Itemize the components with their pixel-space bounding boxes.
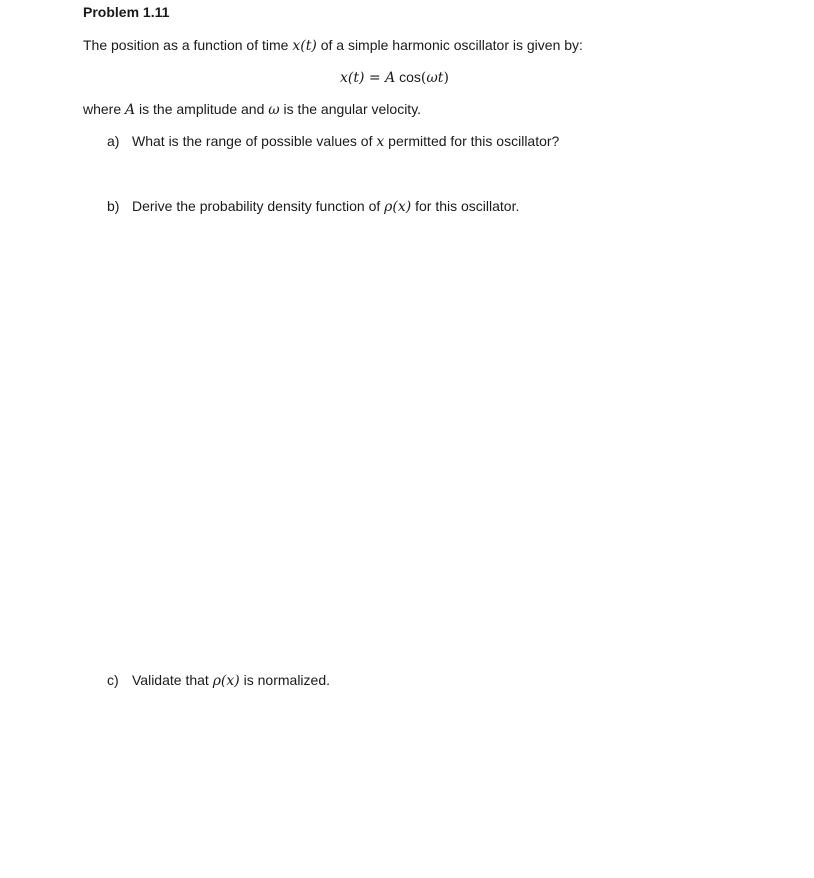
part-a xyxy=(107,133,559,150)
part-b-post: for this oscillator. xyxy=(411,198,520,214)
intro-paragraph xyxy=(83,37,583,54)
part-a-label: a) xyxy=(107,133,120,149)
part-b-pre: Derive the probability density function of xyxy=(132,198,385,214)
part-c-arg: (x) xyxy=(220,673,240,689)
equation-arg-open: ( xyxy=(420,70,427,86)
part-a-post: permitted for this oscillator? xyxy=(384,133,560,149)
where-post: is the angular velocity. xyxy=(279,101,422,117)
intro-text-after: of a simple harmonic oscillator is given by: xyxy=(316,37,583,53)
where-omega: ω xyxy=(268,102,280,118)
equation-lhs-var: x xyxy=(340,70,348,86)
where-line xyxy=(83,101,421,118)
intro-paren-t: (t) xyxy=(300,38,317,54)
part-c-pre: Validate that xyxy=(132,672,213,688)
where-amplitude: A xyxy=(125,102,136,118)
equation xyxy=(340,69,449,86)
equation-equals: = xyxy=(364,70,386,86)
where-pre: where xyxy=(83,101,126,117)
part-c-rho: ρ xyxy=(212,673,221,689)
part-c-post: is normalized. xyxy=(239,672,331,688)
part-c-label: c) xyxy=(107,672,119,688)
part-a-pre: What is the range of possible values of xyxy=(132,133,377,149)
part-b xyxy=(107,198,519,215)
intro-var-x: x xyxy=(292,38,301,54)
equation-lhs-arg: (t) xyxy=(347,70,365,86)
intro-text-before: The position as a function of time xyxy=(83,37,293,53)
part-b-rho: ρ xyxy=(384,199,393,215)
where-mid: is the amplitude and xyxy=(135,101,269,117)
equation-arg-close: ) xyxy=(443,70,449,86)
equation-amplitude: A xyxy=(385,70,396,86)
equation-omega-t: ωt xyxy=(426,70,444,86)
part-a-var: x xyxy=(376,134,385,150)
part-b-label: b) xyxy=(107,198,120,214)
equation-cos: cos xyxy=(395,69,421,85)
part-b-arg: (x) xyxy=(392,199,412,215)
part-c xyxy=(107,672,330,689)
problem-title: Problem 1.11 xyxy=(83,4,170,20)
